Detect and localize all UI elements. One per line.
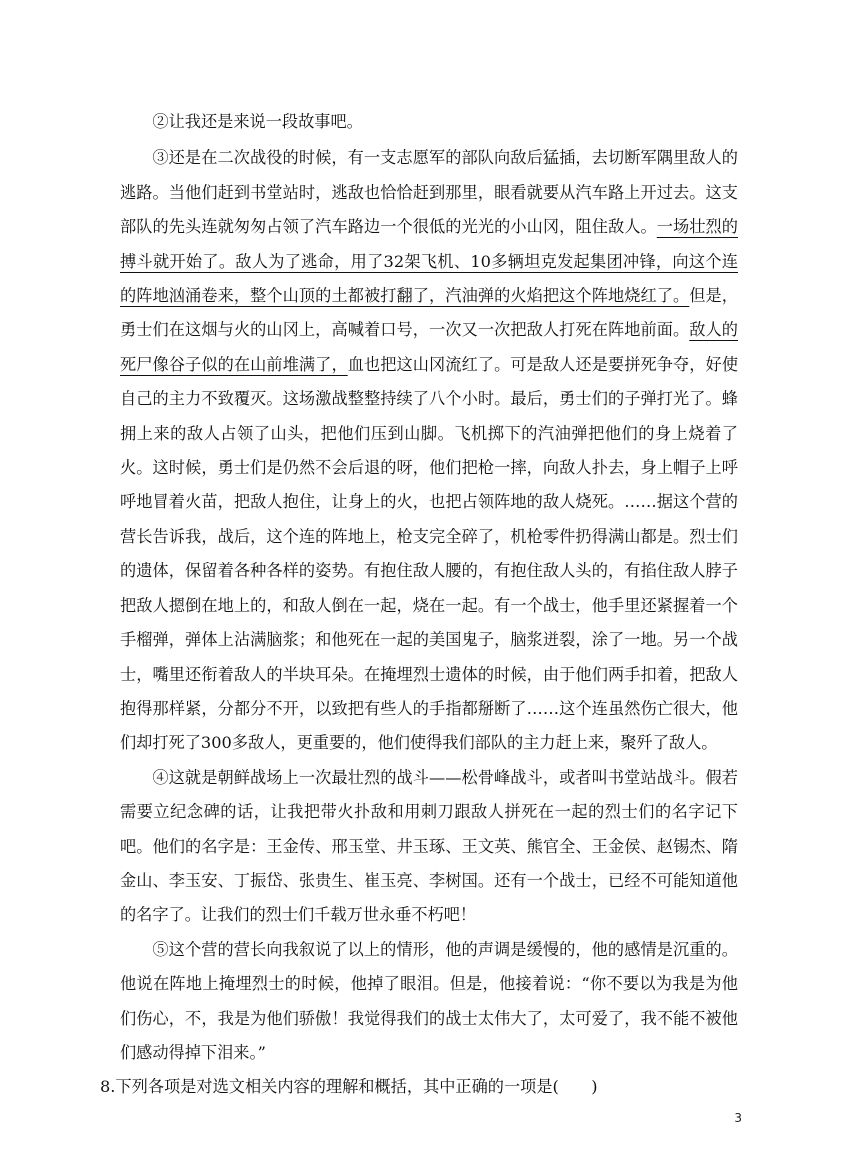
paragraph-3-text-2: 但是，勇士们在这烟与火的山冈上，高喊着口号，一次又一次把敌人打死在阵地前面。 <box>120 286 738 340</box>
article-body <box>100 105 739 1105</box>
paragraph-3-text-3: 血也把这山冈流红了。可是敌人还是要拼死争夺，好使自己的主力不致覆灭。这场激战整整持续了八个小时。最后，勇士们的子弹打光了。蜂拥上来的敌人占领了山头，把他们压到山脚。飞机掷下的汽油弹把他们的身上烧着了火。这时候，勇士们是仍然不会后退的呀，他们把枪一摔，向敌人扑去，身上帽子上呼呼地冒着火苗，把敌人抱住，让身上的火，也把占领阵地的敌人烧死。……据这个营的营长告诉我，战后，这个连的阵地上，枪支完全碎了，机枪零件扔得满山都是。烈士们的遗体，保留着各种各样的姿势。有抱住敌人腰的，有抱住敌人头的，有掐住敌人脖子把敌人摁倒在地上的，和敌人倒在一起，烧在一起。有一个战士，他手里还紧握着一个手榴弹，弹体上沾满脑浆；和他死在一起的美国鬼子，脑浆迸裂，涂了一地。另一个战士，嘴里还衔着敌人的半块耳朵。在掩埋烈士遗体的时候，由于他们两手扣着，把敌人抱得那样紧，分都分不开，以致把有些人的手指都掰断了……这个连虽然伤亡很大，他们却打死了300多敌人，更重要的，他们使得我们部队的主力赶上来，聚歼了敌人。 <box>120 354 739 753</box>
paragraph-2: ②让我还是来说一段故事吧。 <box>152 112 363 131</box>
paragraph-3-text-1: ③还是在二次战役的时候，有一支志愿军的部队向敌后猛插，去切断军隅里敌人的逃路。当他们赶到书堂站时，逃敌也恰恰赶到那里，眼看就要从汽车路上开过去。这支部队的先头连就匆匆占领了汽车路边一个很低的光光的小山冈，阻住敌人。 <box>120 148 738 237</box>
underlined-sentence-1: 一场壮烈的搏斗就开始了。敌人为了逃命，用了32架飞机、10多辆坦克发起集团冲锋，向这个连的阵地汹涌卷来，整个山顶的土都被打翻了，汽油弹的火焰把这个阵地烧红了。 <box>120 217 738 306</box>
paragraph-3 <box>120 141 738 760</box>
page-number: 3 <box>734 1111 742 1125</box>
underlined-sentence-2: 敌人的死尸像谷子似的在山前堆满了， <box>120 320 738 374</box>
paragraph-4: ④这就是朝鲜战场上一次最壮烈的战斗——松骨峰战斗，或者叫书堂站战斗。假若需要立纪念碑的话，让我把带火扑敌和用刺刀跟敌人拼死在一起的烈士们的名字记下吧。他们的名字是：王金传、邢玉堂、井玉琢、王文英、熊官全、王金侯、赵锡杰、隋金山、李玉安、丁振岱、张贵生、崔玉亮、李树国。还有一个战士，已经不可能知道他的名字了。让我们的烈士们千载万世永垂不朽吧！ <box>120 767 738 925</box>
paragraph-5: ⑤这个营的营长向我叙说了以上的情形，他的声调是缓慢的，他的感情是沉重的。他说在阵地上掩埋烈士的时候，他掉了眼泪。但是，他接着说：“你不要以为我是为他们伤心，不，我是为他们骄傲！我觉得我们的战士太伟大了，太可爱了，我不能不被他们感动得掉下泪来。” <box>120 939 738 1062</box>
question-8: 8.下列各项是对选文相关内容的理解和概括，其中正确的一项是( ) <box>100 1077 598 1097</box>
